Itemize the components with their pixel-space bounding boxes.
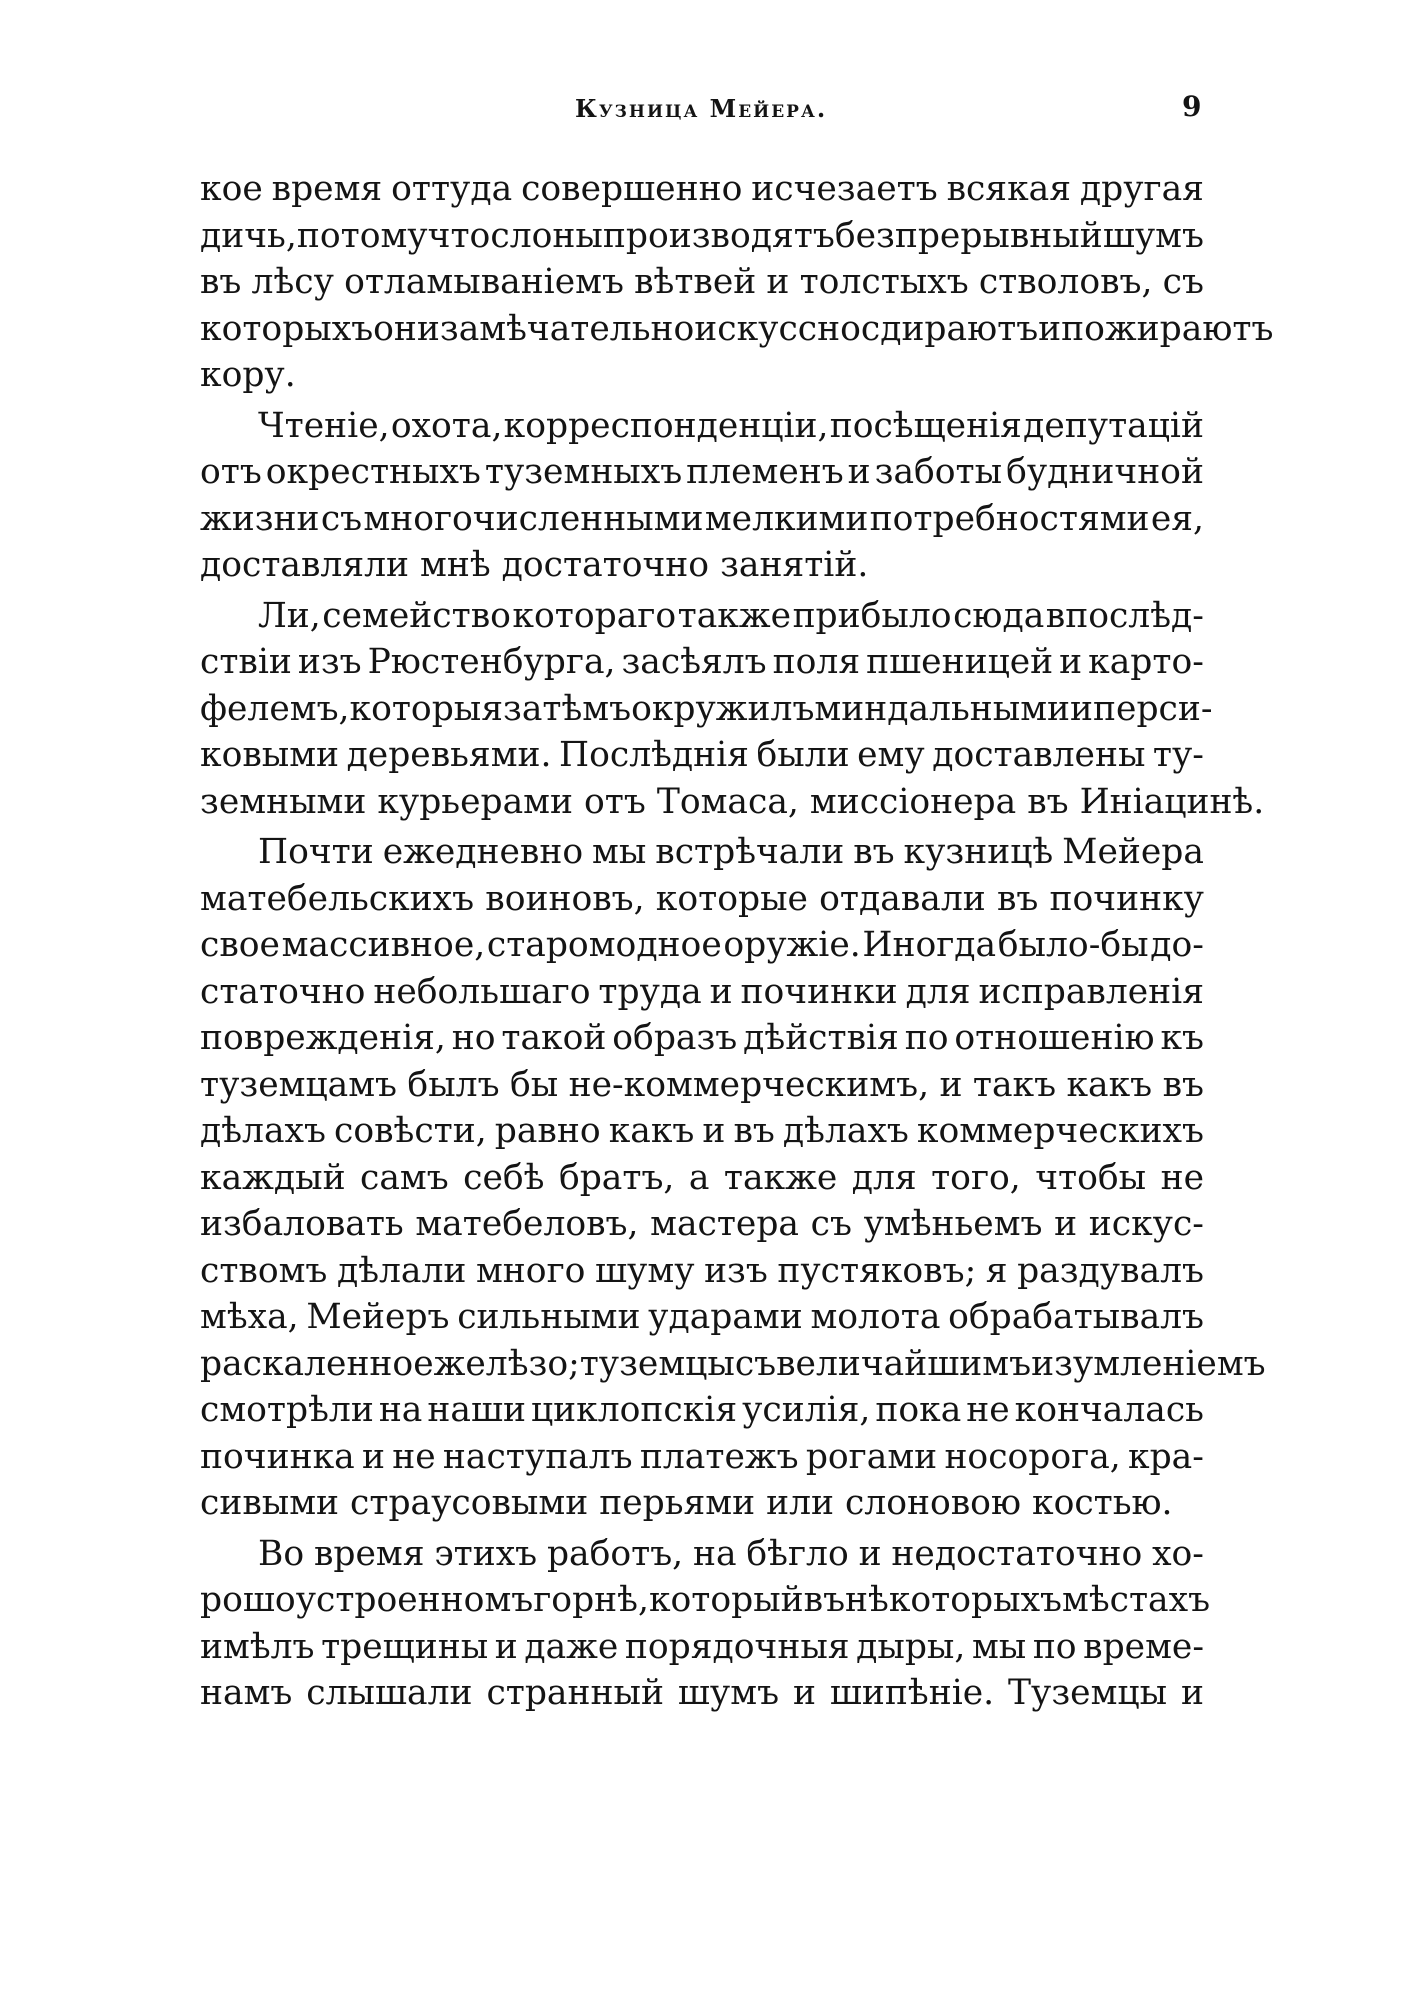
word: потребностями [869,498,1150,539]
text-line [200,1294,1204,1340]
word: исправленія [978,971,1204,1012]
word: въ [1162,1064,1204,1105]
word: трещины [321,1626,489,1667]
word: будничной [1006,452,1204,492]
word: пожираютъ [1061,308,1274,349]
word: свое [200,925,280,965]
word: мѣха, [200,1297,299,1337]
word: Томаса, [656,781,799,822]
word: обрабатывалъ [948,1297,1204,1337]
word: съ [734,1343,777,1384]
word: Туземцы [1008,1673,1168,1713]
word: себѣ [463,1157,545,1198]
word: также [723,1157,838,1198]
running-title: Кузница Мейера. [575,94,828,123]
word: носорога, [944,1436,1121,1477]
word: кра- [1128,1436,1204,1477]
word: ея, [1150,498,1204,539]
word: въ [996,878,1039,919]
word: ему [857,735,925,775]
word: пока [875,1390,962,1430]
text-line [200,639,1204,685]
word: въ [1027,781,1069,822]
word: дѣлали [336,1250,467,1291]
word: платежъ [639,1436,799,1477]
word: поврежденія, [200,1018,446,1058]
text-line [200,213,1204,259]
word: Мейера [1062,832,1204,872]
word: небольшаго [373,971,591,1012]
word: Чтеніе, [258,405,390,446]
word: време- [1083,1626,1204,1667]
word: Мейеръ [306,1297,450,1337]
word: самъ [360,1157,449,1198]
word: слышали [306,1673,473,1713]
word: для [851,1157,917,1198]
word: мастера [650,1204,799,1244]
word: слоны [490,215,603,256]
word: было-бы [997,925,1149,965]
text-line [200,969,1204,1015]
word: и [361,1436,385,1477]
word: оружіе. [723,925,861,965]
text-line [200,496,1204,542]
text-line [258,593,1204,639]
word: отдавали [819,878,986,919]
text-line [200,1480,1204,1526]
word: кузницѣ [903,832,1054,872]
page-number: 9 [1182,90,1202,123]
word: я [985,1250,1008,1291]
word: Рюстенбурга, [367,642,616,682]
word: странный [486,1673,664,1713]
text-line [200,876,1204,922]
word: нѣкоторыхъ [845,1580,1062,1620]
word: на [378,1390,423,1430]
word: впослѣд- [1045,595,1204,636]
word: производятъ [602,215,835,256]
word: бы [509,1064,559,1105]
word: искус- [1088,1204,1204,1244]
word: величайшимъ [776,1343,1032,1384]
text-line [200,1577,1211,1623]
word: Иніацинѣ. [1079,781,1265,822]
word: туземцы [579,1343,735,1384]
word: въ [200,262,242,302]
word: даже [524,1626,619,1667]
word: шумъ [677,1673,780,1713]
word: бѣгло [746,1533,849,1574]
word: кое [200,169,263,209]
word: перси- [1093,688,1213,729]
word: дѣйствія [743,1018,899,1058]
word: порядочныя [624,1626,850,1667]
word: и [494,1626,518,1667]
word: и [766,262,790,302]
word: перьями [599,1483,756,1523]
word: работъ, [546,1533,684,1574]
word: Иногда [862,925,997,965]
word: не [392,1436,436,1477]
word: молота [810,1297,941,1337]
word: по [904,1018,949,1058]
word: лѣсу [251,262,334,302]
text-line [200,352,1204,398]
word: массивное, [281,925,486,965]
word: посѣщенія [829,405,1022,446]
word: и [858,1533,882,1574]
text-line [200,1434,1204,1480]
word: на [692,1533,737,1574]
word: такой [501,1018,607,1058]
word: такъ [972,1064,1057,1105]
word: занятій. [720,545,869,585]
word: вѣтвей [634,262,757,302]
word: корреспонденціи, [503,405,829,446]
word: какъ [1066,1064,1153,1105]
word: смотрѣли [200,1390,374,1430]
text-line [200,779,1265,825]
word: шуму [594,1250,695,1291]
word: другая [1079,169,1204,209]
word: равно [494,1111,601,1151]
word: въ [733,1111,775,1151]
word: и [1038,308,1062,349]
word: они [373,308,440,349]
word: въ [803,1580,846,1620]
word: не [966,1390,1010,1430]
text-line [200,1387,1204,1433]
word: исчезаетъ [751,169,938,209]
text-line [200,1155,1204,1201]
word: наступалъ [442,1436,633,1477]
word: также [677,595,792,636]
word: починка [200,1436,355,1477]
word: фелемъ, [200,688,350,729]
word: время [313,1533,425,1574]
word: и [939,1064,963,1105]
word: слоновою [844,1483,1021,1523]
word: циклопскія [531,1390,738,1430]
word: пшеницей [866,642,1054,682]
word: достаточно [501,545,710,585]
word: курьерами [377,781,573,822]
word: и [1059,642,1083,682]
word: какъ [608,1111,695,1151]
word: стволовъ, [978,262,1153,302]
word: затѣмъ [503,688,632,729]
word: всякая [946,169,1071,209]
text-line [200,166,1204,212]
word: рошо [200,1580,296,1620]
word: старомодное [486,925,722,965]
word: имѣлъ [200,1626,315,1667]
word: совѣсти, [334,1111,487,1151]
word: много [475,1250,586,1291]
text-line [200,1108,1204,1154]
word: сюда [953,595,1045,636]
word: сдираютъ [860,308,1039,349]
word: котораго [512,595,677,636]
word: каждый [200,1157,346,1198]
word: устроенномъ [295,1580,534,1620]
word: отъ [584,781,646,822]
word: туземцамъ [200,1064,397,1105]
text-line [258,1531,1204,1577]
word: починки [740,971,898,1012]
text-line [200,686,1213,732]
word: ковыми [200,735,340,775]
word: изъ [297,642,362,682]
word: но [451,1018,496,1058]
word: до- [1150,925,1204,965]
word: кончалась [1014,1390,1204,1430]
word: воиновъ, [485,878,645,919]
word: ту- [1152,735,1204,775]
word: встрѣчали [655,832,845,872]
text-line [200,1201,1204,1247]
word: и [1054,1204,1078,1244]
text-line [200,922,1204,968]
word: желѣзо; [433,1343,580,1384]
word: депутацій [1023,405,1204,446]
word: жизни [200,498,320,539]
word: съ [810,1204,852,1244]
word: семейство [322,595,511,636]
text-line [200,306,1274,352]
word: хо- [1152,1533,1204,1574]
word: засѣялъ [621,642,767,682]
word: которые [655,878,808,919]
word: труда [598,971,702,1012]
text-line [258,403,1204,449]
word: совершенно [521,169,743,209]
word: доставлены [932,735,1146,775]
word: многочисленными [363,498,704,539]
word: мы [971,1626,1027,1667]
word: съ [320,498,363,539]
word: братъ, [558,1157,675,1198]
word: матебельскихъ [200,878,475,919]
word: не-коммерческимъ, [568,1064,930,1105]
word: недостаточно [891,1533,1143,1574]
word: избаловать [200,1204,404,1244]
word: поля [772,642,861,682]
word: умѣньемъ [863,1204,1043,1244]
word: и [702,1111,726,1151]
word: ударами [648,1297,803,1337]
word: образъ [612,1018,738,1058]
word: доставляли [200,545,410,585]
word: шипѣніе. [829,1673,995,1713]
word: наши [427,1390,527,1430]
word: племенъ [686,452,844,492]
word: потому [296,215,428,256]
word: усилія, [742,1390,871,1430]
word: и [1180,1673,1204,1713]
word: время [271,169,383,209]
word: или [766,1483,834,1523]
word: для [905,971,971,1012]
word: земными [200,781,367,822]
word: прибыло [792,595,952,636]
word: страусовыми [350,1483,589,1523]
word: Ли, [258,595,321,636]
word: по [1032,1626,1077,1667]
word: охота, [390,405,503,446]
word: не [1160,1157,1204,1198]
word: мы [592,832,647,872]
word: и [792,1673,816,1713]
word: которыхъ [200,308,374,349]
word: дѣлахъ [782,1111,909,1151]
word: которыя [349,688,504,729]
text-line [200,1248,1204,1294]
word: горнѣ, [533,1580,649,1620]
text-line [200,1015,1204,1061]
word: мелкими [704,498,869,539]
text-line [200,1670,1204,1716]
word: дыры, [856,1626,966,1667]
word: дѣлахъ [200,1111,326,1151]
word: который [648,1580,804,1620]
word: въ [853,832,895,872]
text-line [200,449,1204,495]
word: Во [258,1533,305,1574]
word: Почти [258,832,374,872]
word: и [1070,688,1094,729]
word: починку [1049,878,1204,919]
word: раздувалъ [1017,1250,1204,1291]
word: Послѣднія [559,735,749,775]
text-line [200,1062,1204,1108]
word: былъ [407,1064,500,1105]
word: съ [1162,262,1204,302]
word: сивыми [200,1483,340,1523]
word: намъ [200,1673,293,1713]
word: отношенію [954,1018,1155,1058]
word: къ [1160,1018,1204,1058]
word: костью. [1032,1483,1173,1523]
word: оттуда [391,169,513,209]
word: были [756,735,850,775]
word: заботы [874,452,1003,492]
word: коммерческихъ [916,1111,1204,1151]
word: ствіи [200,642,292,682]
word: миндальными [814,688,1071,729]
text-line [200,259,1204,305]
word: замѣчательноискусcно [439,308,861,349]
word: карто- [1088,642,1204,682]
text-line [200,732,1204,778]
word: сильными [457,1297,641,1337]
word: миссіонера [809,781,1017,822]
word: окружилъ [631,688,815,729]
text-line [200,542,1204,588]
word: и [709,971,733,1012]
word: рогами [805,1436,938,1477]
word: шумъ [1102,215,1204,256]
word: а [688,1157,710,1198]
word: туземныхъ [484,452,683,492]
word: изъ [704,1250,768,1291]
word: толстыхъ [799,262,969,302]
word: матебеловъ, [415,1204,639,1244]
word: кору. [200,355,296,395]
word: мнѣ [420,545,491,585]
word: отъ [200,452,262,492]
word: деревьями. [346,735,552,775]
word: ствомъ [200,1250,328,1291]
word: статочно [200,971,366,1012]
word: окрестныхъ [265,452,481,492]
word: отламываніемъ [344,262,624,302]
word: изумленіемъ [1031,1343,1266,1384]
text-line [258,829,1204,875]
word: ежедневно [382,832,584,872]
word: что [427,215,491,256]
word: этихъ [434,1533,538,1574]
word: мѣстахъ [1062,1580,1211,1620]
word: безпрерывный [834,215,1103,256]
word: раскаленное [200,1343,434,1384]
word: и [847,452,871,492]
text-line [200,1341,1266,1387]
word: дичь, [200,215,297,256]
word: того, [931,1157,1021,1198]
text-line [200,1624,1204,1670]
word: чтобы [1035,1157,1147,1198]
word: пустяковъ; [777,1250,977,1291]
